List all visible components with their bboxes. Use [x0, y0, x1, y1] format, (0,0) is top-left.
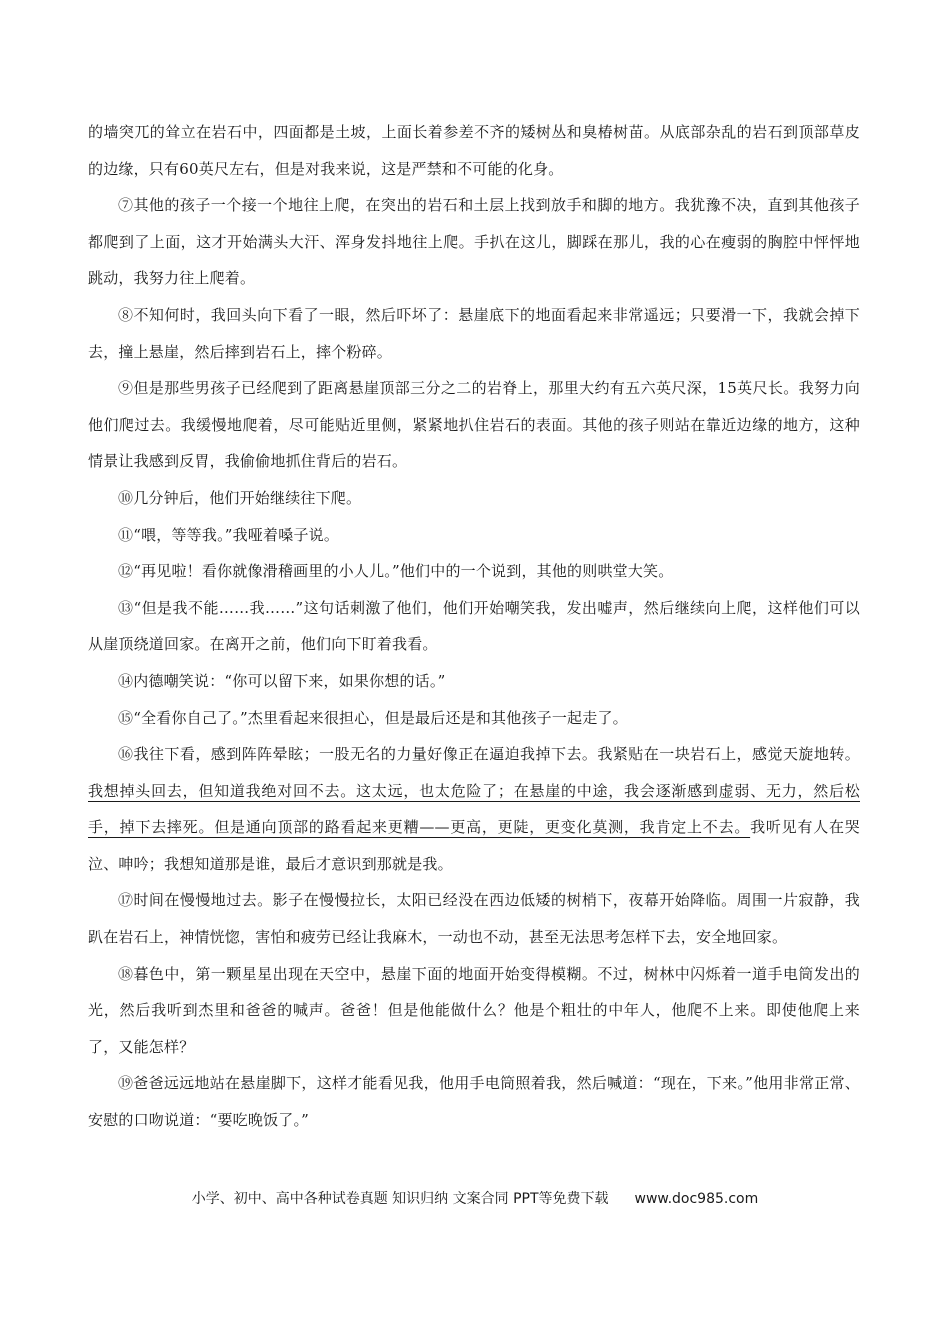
footer-text: 小学、初中、高中各种试卷真题 知识归纳 文案合同 PPT等免费下载 [191, 1191, 609, 1207]
paragraph-text: ⑬“但是我不能……我……”这句话刺激了他们，他们开始嘲笑我，发出嘘声，然后继续向上爬，这样他们可以从崖顶绕道回家。在离开之前，他们向下盯着我看。 [88, 598, 860, 654]
paragraph-text: ⑱暮色中，第一颗星星出现在天空中，悬崖下面的地面开始变得模糊。不过，树林中闪烁着一道手电筒发出的光，然后我听到杰里和爸爸的喊声。爸爸！但是他能做什么？他是个粗壮的中年人，他爬不上来。即使他爬上来了，又能怎样？ [88, 964, 860, 1056]
paragraph-text: ⑰时间在慢慢地过去。影子在慢慢拉长，太阳已经没在西边低矮的树梢下，夜幕开始降临。周围一片寂静，我趴在岩石上，神情恍惚，害怕和疲劳已经让我麻木，一动也不动，甚至无法思考怎样下去，安全地回家。 [88, 891, 860, 947]
paragraph-text: ⑯我往下看，感到阵阵晕眩；一股无名的力量好像正在逼迫我掉下去。我紧贴在一块岩石上，感觉天旋地转。 [118, 745, 860, 764]
paragraph-p19 [88, 1065, 860, 1138]
paragraph-text: 我听见有人在哭泣、呻吟；我想知道那是谁，最后才意识到那就是我。 [88, 818, 860, 873]
paragraph-text: ⑮“全看你自己了。”杰里看起来很担心，但是最后还是和其他孩子一起走了。 [118, 708, 628, 727]
paragraph-p18 [88, 956, 860, 1066]
paragraph-p8 [88, 297, 860, 370]
paragraph-text: ⑨但是那些男孩子已经爬到了距离悬崖顶部三分之二的岩脊上，那里大约有五六英尺深，15英尺长。我努力向他们爬过去。我缓慢地爬着，尽可能贴近里侧，紧紧地扒住岩石的表面。其他的孩子则站在靠近边缘的地方，这种情景让我感到反胃，我偷偷地抓住背后的岩石。 [88, 379, 860, 471]
paragraph-p11 [88, 517, 860, 554]
page-footer [0, 1188, 950, 1208]
paragraph-p14 [88, 663, 860, 700]
paragraph-text: ⑩几分钟后，他们开始继续往下爬。 [118, 488, 362, 507]
paragraph-p12 [88, 553, 860, 590]
paragraph-text: ⑦其他的孩子一个接一个地往上爬，在突出的岩石和土层上找到放手和脚的地方。我犹豫不决，直到其他孩子都爬到了上面，这才开始满头大汗、浑身发抖地往上爬。手扒在这儿，脚踩在那儿，我的心在瘦弱的胸腔中怦怦地跳动，我努力往上爬着。 [88, 196, 860, 288]
paragraph-p9 [88, 370, 860, 480]
paragraph-p15 [88, 700, 860, 737]
paragraph-p16 [88, 736, 860, 882]
paragraph-text: ⑧不知何时，我回头向下看了一眼，然后吓坏了：悬崖底下的地面看起来非常遥远；只要滑一下，我就会掉下去，撞上悬崖，然后摔到岩石上，摔个粉碎。 [88, 305, 860, 361]
paragraph-text: ⑲爸爸远远地站在悬崖脚下，这样才能看见我，他用手电筒照着我，然后喊道：“现在，下来。”他用非常正常、安慰的口吻说道：“要吃晚饭了。” [88, 1074, 860, 1130]
paragraph-p10 [88, 480, 860, 517]
paragraph-p7 [88, 187, 860, 297]
paragraph-text: 的墙突兀的耸立在岩石中，四面都是土坡，上面长着参差不齐的矮树丛和臭椿树苗。从底部杂乱的岩石到顶部草皮的边缘，只有60英尺左右，但是对我来说，这是严禁和不可能的化身。 [88, 123, 860, 178]
paragraph-text: ⑭内德嘲笑说：“你可以留下来，如果你想的话。” [118, 671, 446, 690]
paragraph-p13 [88, 590, 860, 663]
footer-site-link[interactable]: www.doc985.com [634, 1191, 759, 1207]
article-body [88, 114, 860, 1139]
underlined-sentence: 我想掉头回去，但知道我绝对回不去。这太远，也太危险了；在悬崖的中途，我会逐渐感到虚弱、无力，然后松手，掉下去摔死。但是通向顶部的路看起来更糟——更高，更陡，更变化莫测，我肯定上不去。 [88, 781, 860, 837]
paragraph-p17 [88, 882, 860, 955]
paragraph-text: ⑫“再见啦！看你就像滑稽画里的小人儿。”他们中的一个说到，其他的则哄堂大笑。 [118, 562, 674, 581]
paragraph-text: ⑪“喂，等等我。”我哑着嗓子说。 [118, 525, 340, 544]
paragraph-p0 [88, 114, 860, 187]
